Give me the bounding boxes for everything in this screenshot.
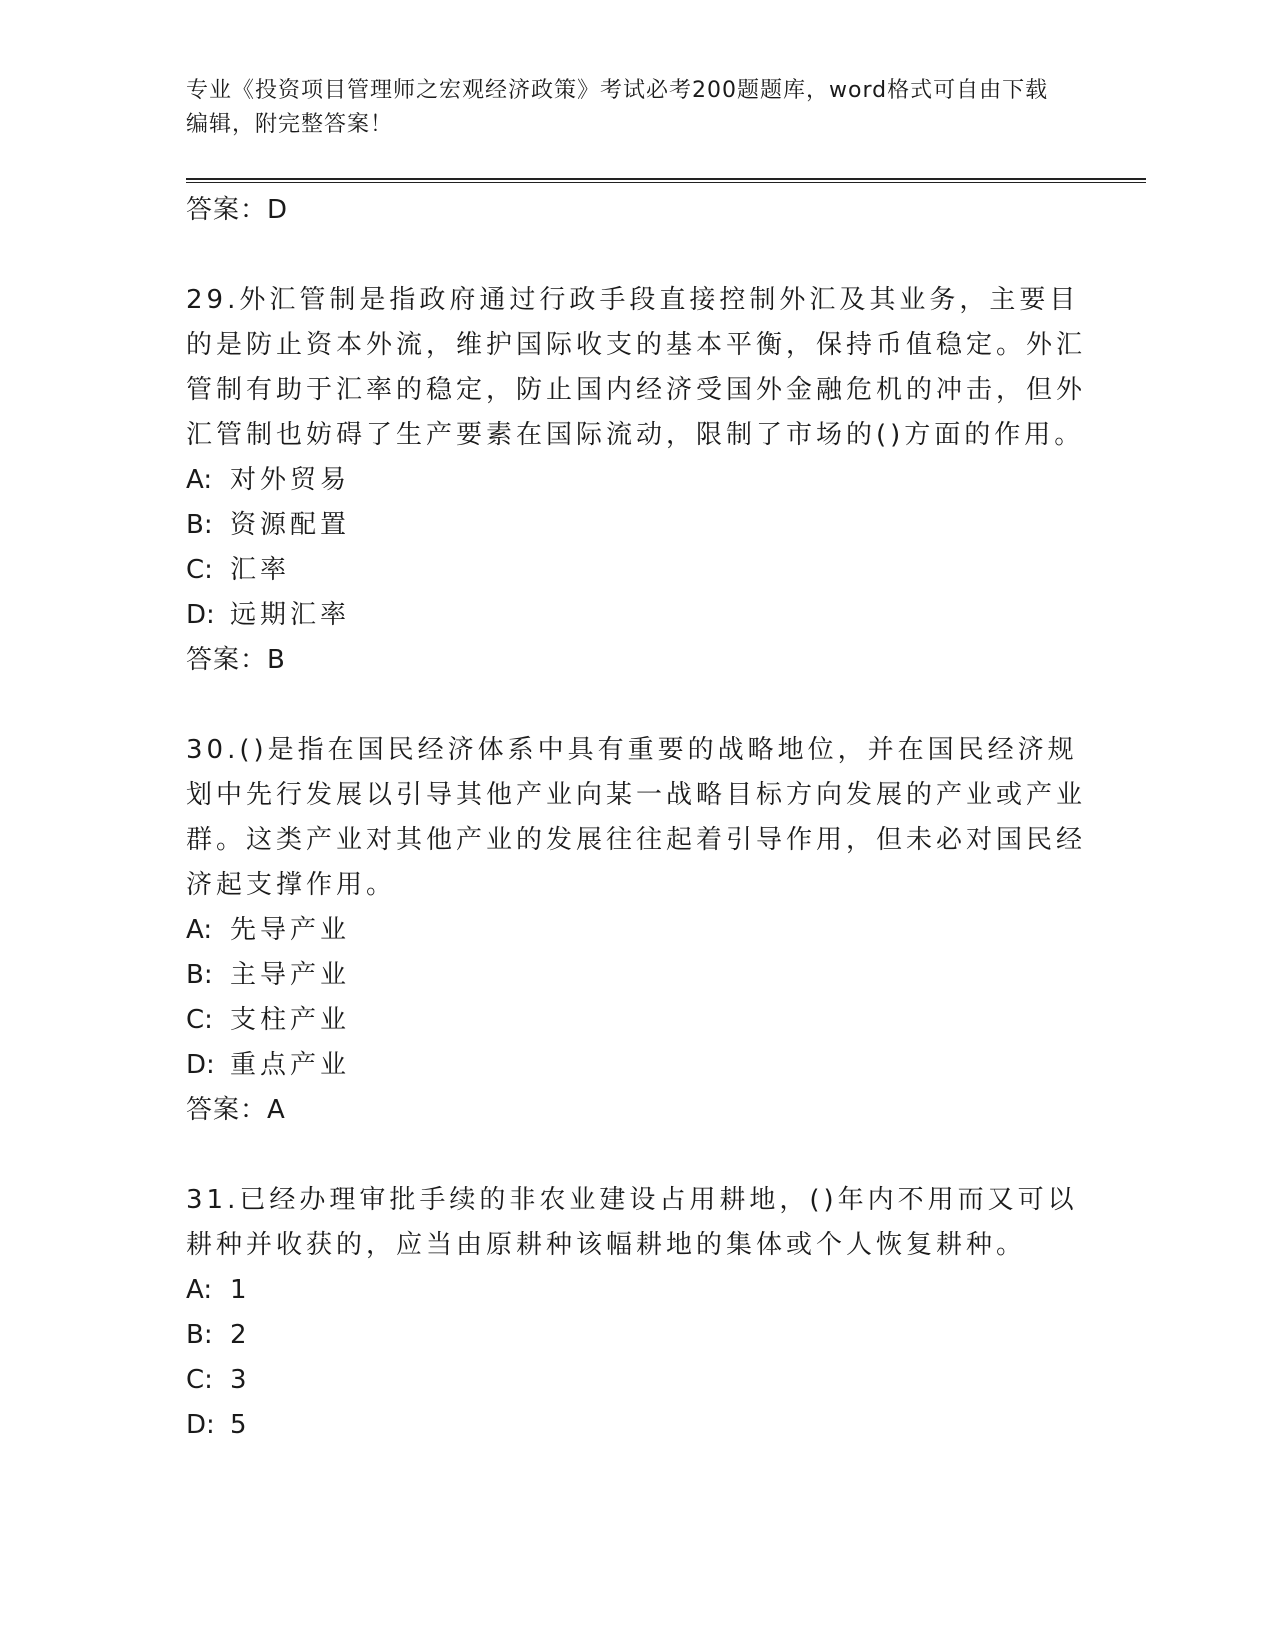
document-header: 专业《投资项目管理师之宏观经济政策》考试必考200题题库，word格式可自由下载编辑，附完整答案！ <box>186 78 1049 137</box>
option-item <box>186 593 1086 638</box>
option-text: 重点产业 <box>230 1050 351 1080</box>
option-item <box>186 1403 1086 1448</box>
option-letter: C: <box>186 555 213 585</box>
option-letter: D: <box>186 1050 215 1080</box>
answer-line: 答案：B <box>186 645 286 675</box>
option-item <box>186 998 1086 1043</box>
option-text: 汇率 <box>230 555 291 585</box>
header-rule-thin <box>186 182 1146 183</box>
option-text: 对外贸易 <box>230 465 351 495</box>
option-item <box>186 1043 1086 1088</box>
question-stem: 30.()是指在国民经济体系中具有重要的战略地位，并在国民经济规划中先行发展以引导其他产业向某一战略目标方向发展的产业或产业群。这类产业对其他产业的发展往往起着引导作用，但未必对国民经济起支撑作用。 <box>186 735 1087 900</box>
option-list <box>186 908 1086 1088</box>
option-text: 支柱产业 <box>230 1005 351 1035</box>
document-body <box>186 188 1086 1448</box>
option-text: 资源配置 <box>230 510 351 540</box>
option-item <box>186 458 1086 503</box>
option-letter: A: <box>186 465 213 495</box>
option-letter: C: <box>186 1005 213 1035</box>
option-item <box>186 908 1086 953</box>
option-item <box>186 548 1086 593</box>
option-letter: D: <box>186 600 215 630</box>
option-text: 5 <box>230 1410 251 1440</box>
option-text: 3 <box>230 1365 251 1395</box>
option-item <box>186 1313 1086 1358</box>
answer-line: 答案：A <box>186 1095 286 1125</box>
option-letter: B: <box>186 960 213 990</box>
option-text: 2 <box>230 1320 251 1350</box>
option-item <box>186 1358 1086 1403</box>
option-letter: C: <box>186 1365 213 1395</box>
option-list <box>186 1268 1086 1448</box>
option-text: 主导产业 <box>230 960 351 990</box>
option-letter: D: <box>186 1410 215 1440</box>
option-text: 远期汇率 <box>230 600 351 630</box>
header-rule-thick <box>186 178 1146 180</box>
question-stem: 31.已经办理审批手续的非农业建设占用耕地，()年内不用而又可以耕种并收获的，应当由原耕种该幅耕地的集体或个人恢复耕种。 <box>186 1185 1078 1260</box>
option-text: 先导产业 <box>230 915 351 945</box>
question-block <box>186 278 1086 682</box>
option-letter: B: <box>186 1320 213 1350</box>
option-list <box>186 458 1086 638</box>
question-block <box>186 1178 1086 1448</box>
option-item <box>186 953 1086 998</box>
option-letter: A: <box>186 1275 213 1305</box>
option-item <box>186 1268 1086 1313</box>
option-letter: A: <box>186 915 213 945</box>
option-letter: B: <box>186 510 213 540</box>
previous-answer: 答案：D <box>186 195 289 225</box>
option-text: 1 <box>230 1275 251 1305</box>
question-stem: 29.外汇管制是指政府通过行政手段直接控制外汇及其业务，主要目的是防止资本外流，维护国际收支的基本平衡，保持币值稳定。外汇管制有助于汇率的稳定，防止国内经济受国外金融危机的冲击，但外汇管制也妨碍了生产要素在国际流动，限制了市场的()方面的作用。 <box>186 285 1087 450</box>
option-item <box>186 503 1086 548</box>
question-block <box>186 728 1086 1132</box>
